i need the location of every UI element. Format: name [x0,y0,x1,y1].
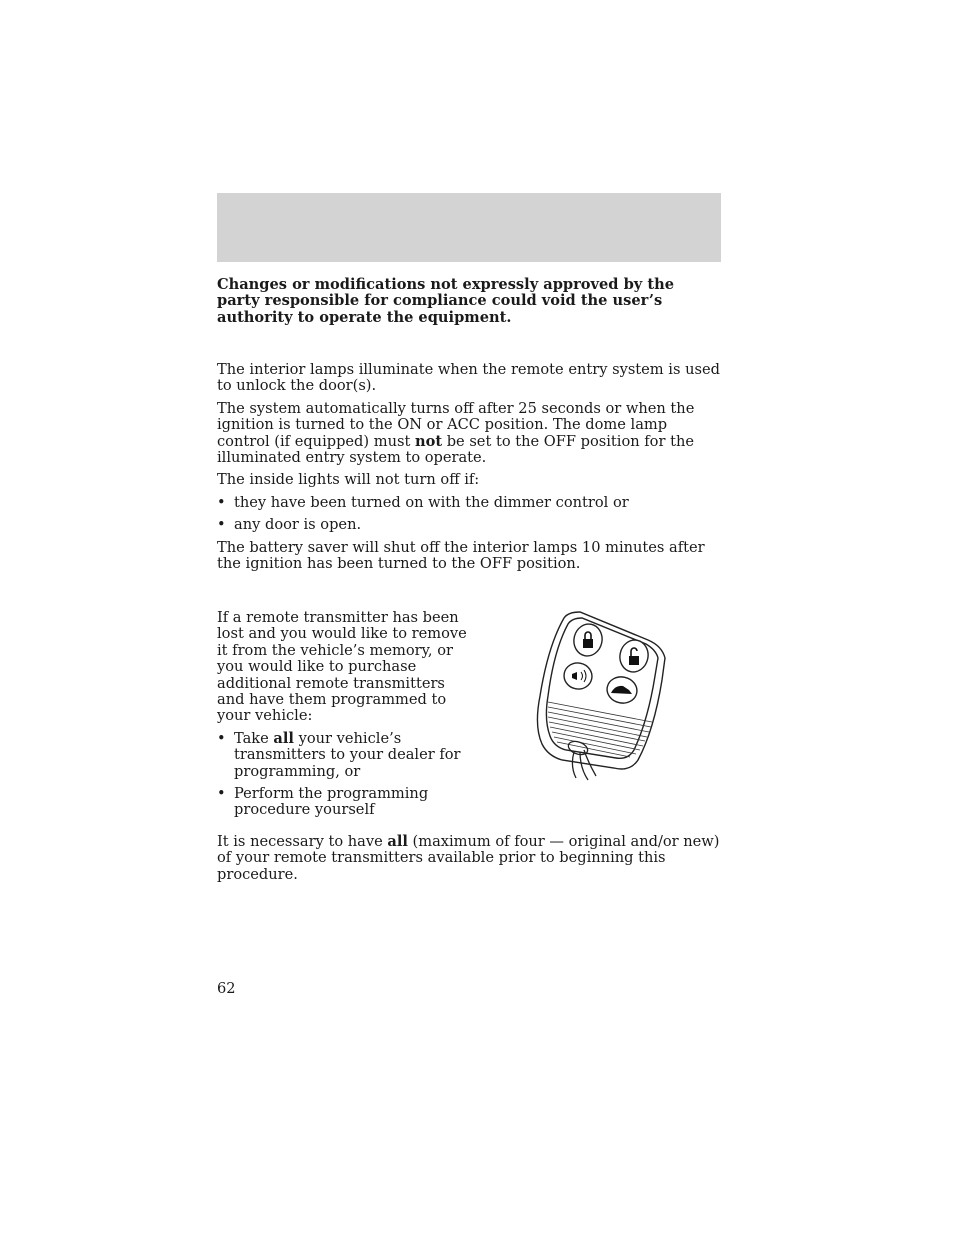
list-item: • Perform the programming procedure yourself [217,785,429,819]
illuminated-entry-section [217,362,721,578]
fcc-warning: Changes or modifications not expressly approved by the party responsible for compliance could void the user’s authority to operate the equipment. [217,276,674,326]
paragraph: The inside lights will not turn off if: [217,471,480,489]
panic-icon [562,660,595,691]
remote-transmitter-illustration [530,610,670,782]
list-item: • any door is open. [217,516,362,534]
bullet-icon: • [217,729,226,747]
replacing-transmitters-section [217,610,475,825]
bullet-icon: • [217,785,226,803]
programming-section [217,834,721,889]
paragraph: If a remote transmitter has been lost and you would like to remove it from the vehicle’s memory, or you would like to purchase additional remote transmitters and have them programmed to your vehicle: [217,609,467,725]
paragraph: The battery saver will shut off the interior lamps 10 minutes after the ignition has been turned to the OFF position. [217,538,705,573]
trunk-icon [605,674,640,706]
unlock-icon [617,637,651,674]
lock-icon [571,621,605,658]
paragraph: The interior lamps illuminate when the remote entry system is used to unlock the door(s). [217,361,720,395]
list-item: • Take all your vehicle’s transmitters to your dealer for programming, or [217,729,461,780]
paragraph: It is necessary to have all (maximum of four — original and/or new) of your remote transmitters available prior to beginning this procedure. [217,833,720,883]
list-item: • they have been turned on with the dimmer control or [217,493,629,511]
bullet-icon: • [217,493,226,511]
page-number: 62 [217,980,236,997]
bullet-icon: • [217,516,226,534]
paragraph: The system automatically turns off after 25 seconds or when the ignition is turned to the ON or ACC position. The dome lamp control (if equipped) must not be set to the OFF position for the illuminated entry system to operate. [217,399,695,467]
section-header-band [217,193,721,262]
